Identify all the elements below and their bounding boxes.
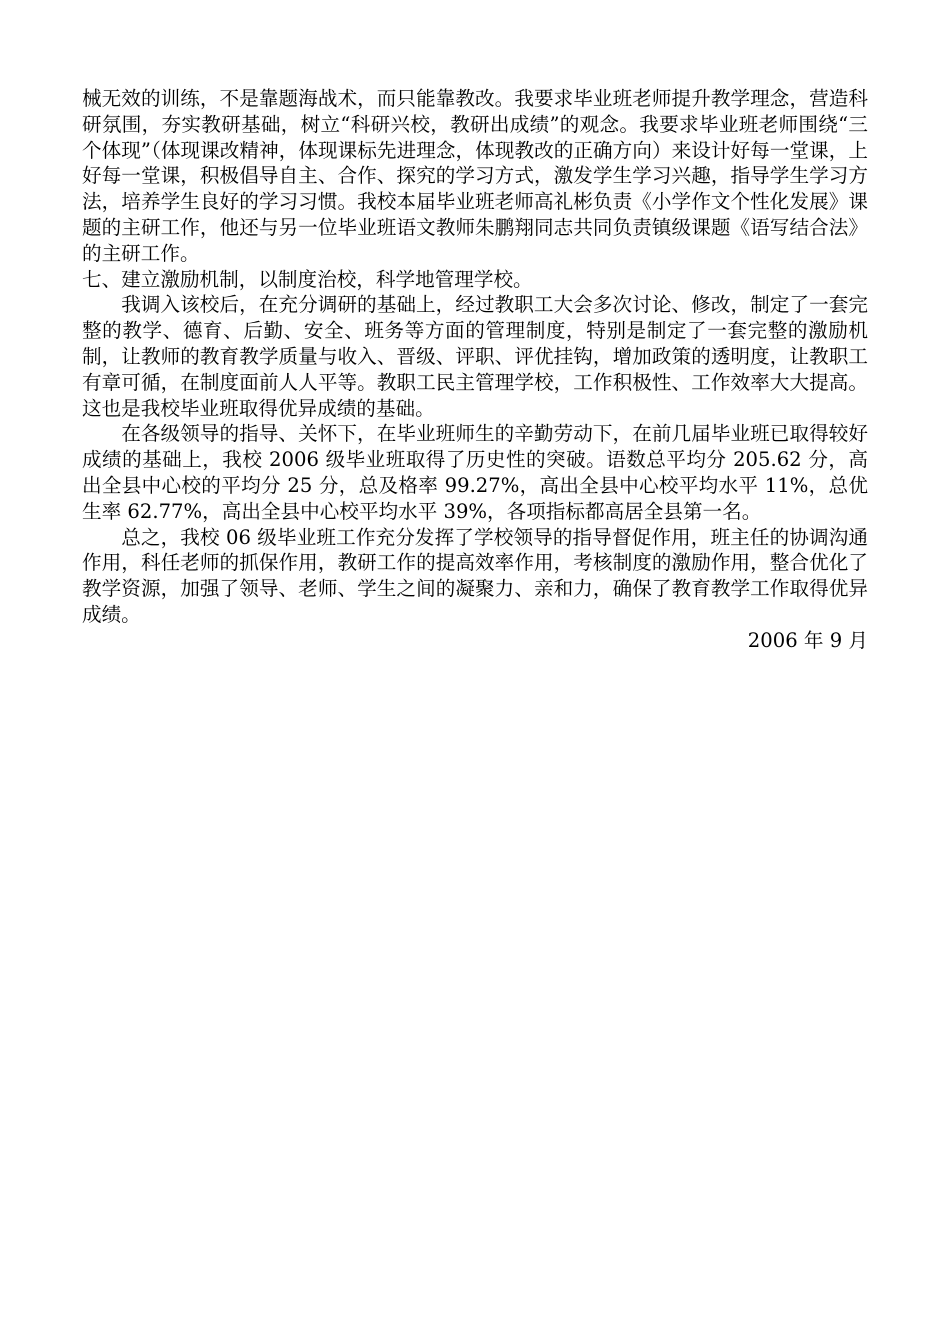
document-date: 2006 年 9 月 — [747, 628, 868, 652]
body-paragraph-results: 在各级领导的指导、关怀下，在毕业班师生的辛勤劳动下，在前几届毕业班已取得较好成绩的基础上，我校 2006 级毕业班取得了历史性的突破。语数总平均分 205.62 分，高出全县中心校的平均分 25 分，总及格率 99.27%，高出全县中心校平均水平 11%，总优生率 62.77%，高出全县中心校平均水平 39%，各项指标都高居全县第一名。 — [82, 422, 868, 523]
body-paragraph-continued: 械无效的训练，不是靠题海战术，而只能靠教改。我要求毕业班老师提升教学理念，营造科研氛围，夯实教研基础，树立“科研兴校，教研出成绩”的观念。我要求毕业班老师围绕“三个体现”（体现课改精神，体现课标先进理念，体现教改的正确方向）来设计好每一堂课，上好每一堂课，积极倡导自主、合作、探究的学习方式，激发学生学习兴趣，指导学生学习方法，培养学生良好的学习习惯。我校本届毕业班老师高礼彬负责《小学作文个性化发展》课题的主研工作，他还与另一位毕业班语文教师朱鹏翔同志共同负责镇级课题《语写结合法》的主研工作。 — [82, 87, 868, 265]
document-page — [82, 86, 868, 654]
body-paragraph-conclusion: 总之，我校 06 级毕业班工作充分发挥了学校领导的指导督促作用，班主任的协调沟通作用，科任老师的抓保作用，教研工作的提高效率作用，考核制度的激励作用，整合优化了教学资源，加强了领导、老师、学生之间的凝聚力、亲和力，确保了教育教学工作取得优异成绩。 — [82, 525, 868, 626]
section-heading-incentive-mechanism: 七、建立激励机制，以制度治校，科学地管理学校。 — [82, 267, 533, 291]
body-paragraph-management-system: 我调入该校后，在充分调研的基础上，经过教职工大会多次讨论、修改，制定了一套完整的教学、德育、后勤、安全、班务等方面的管理制度，特别是制定了一套完整的激励机制，让教师的教育教学质量与收入、晋级、评职、评优挂钩，增加政策的透明度，让教职工有章可循，在制度面前人人平等。教职工民主管理学校，工作积极性、工作效率大大提高。这也是我校毕业班取得优异成绩的基础。 — [82, 293, 868, 420]
